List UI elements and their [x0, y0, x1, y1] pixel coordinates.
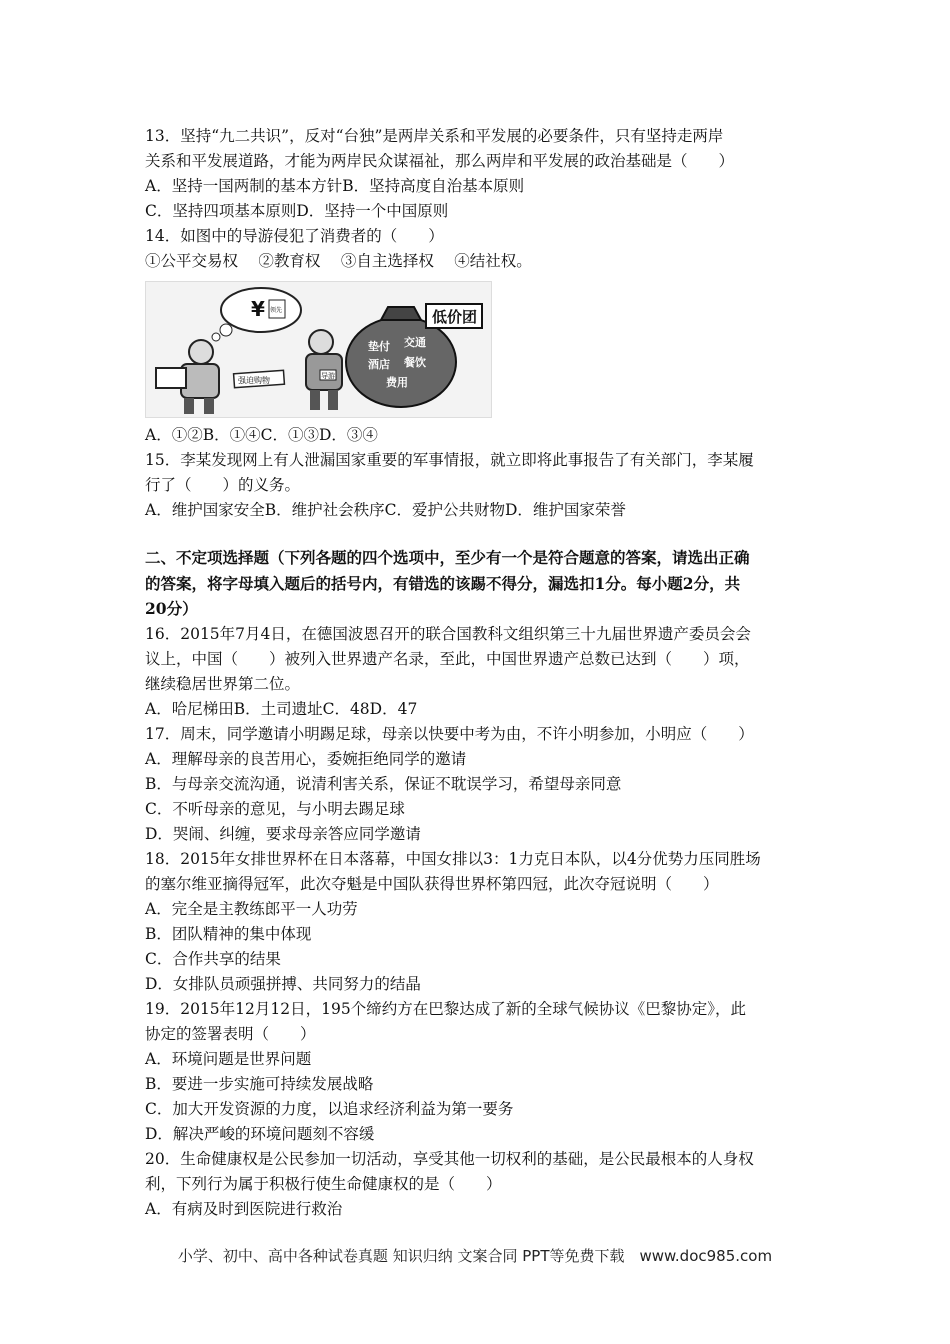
q20-option-a: A．有病及时到医院进行救治: [145, 1200, 343, 1218]
q17-option-c: C．不听母亲的意见，与小明去踢足球: [145, 800, 405, 818]
q18-option-c: C．合作共享的结果: [145, 950, 281, 968]
q18-option-d: D．女排队员顽强拼搏、共同努力的结晶: [145, 975, 421, 993]
q17-stem: 17．周末，同学邀请小明踢足球，母亲以快要中考为由，不许小明参加，小明应（ ）: [145, 725, 754, 743]
q15-options: A．维护国家安全B．维护社会秩序C．爱护公共财物D．维护国家荣誉: [145, 501, 626, 519]
page-footer: 小学、初中、高中各种试卷真题 知识归纳 文案合同 PPT等免费下载 www.doc985.com: [177, 1247, 773, 1265]
bag-text-5: 费用: [386, 376, 408, 389]
q19-stem-line2: 协定的签署表明（ ）: [145, 1025, 316, 1043]
q19-stem-line1: 19．2015年12月12日，195个缔约方在巴黎达成了新的全球气候协议《巴黎协定》，此: [145, 1000, 746, 1018]
thought-dot-1: [212, 333, 220, 341]
q19-option-c: C．加大开发资源的力度，以追求经济利益为第一要务: [145, 1100, 514, 1118]
tour-sign-label: 低价团: [432, 308, 478, 326]
q16-options: A．哈尼梯田B．土司遗址C．48D．47: [145, 700, 418, 718]
q13-stem-line1: 13．坚持“九二共识”，反对“台独”是两岸关系和平发展的必要条件，只有坚持走两岸: [145, 127, 724, 145]
q16-stem-line3: 继续稳居世界第二位。: [145, 675, 301, 693]
yuan-symbol: ¥: [251, 297, 265, 321]
q18-stem-line1: 18．2015年女排世界杯在日本落幕，中国女排以3：1力克日本队，以4分优势力压同胜场: [145, 850, 761, 868]
q14-cartoon-figure: [145, 281, 492, 418]
bag-text-3: 酒店: [368, 358, 390, 371]
q20-stem-line2: 利，下列行为属于积极行使生命健康权的是（ ）: [145, 1175, 502, 1193]
thought-dot-2: [220, 324, 232, 336]
section2-heading-line3: 20分）: [145, 599, 198, 618]
q13-options-ab: A．坚持一国两制的基本方针B．坚持高度自治基本原则: [145, 177, 525, 195]
paper-label: 强迫购物: [238, 376, 270, 385]
q19-option-a: A．环境问题是世界问题: [145, 1050, 312, 1068]
q17-option-b: B．与母亲交流沟通，说清利害关系，保证不耽误学习，希望母亲同意: [145, 775, 622, 793]
q15-stem-line1: 15．李某发现网上有人泄漏国家重要的军事情报，就立即将此事报告了有关部门，李某履: [145, 451, 754, 469]
q15-stem-line2: 行了（ ）的义务。: [145, 476, 301, 494]
q19-option-d: D．解决严峻的环境问题刻不容缓: [145, 1125, 375, 1143]
money-bag: [346, 317, 456, 407]
section2-heading-line2: 的答案，将字母填入题后的括号内，有错选的该踢不得分，漏选扣1分。每小题2分，共: [145, 574, 741, 593]
coupon-label: 领先: [270, 307, 283, 314]
section2-heading-line1: 二、不定项选择题（下列各题的四个选项中，至少有一个是符合题意的答案，请选出正确: [145, 548, 750, 567]
q19-option-b: B．要进一步实施可持续发展战略: [145, 1075, 374, 1093]
q14-options: A．①②B．①④C．①③D．③④: [145, 426, 378, 444]
q16-stem-line2: 议上，中国（ ）被列入世界遗产名录，至此，中国世界遗产总数已达到（ ）项，: [145, 650, 750, 668]
q13-stem-line2: 关系和平发展道路，才能为两岸民众谋福祉，那么两岸和平发展的政治基础是（ ）: [145, 152, 735, 170]
q17-option-d: D．哭闹、纠缠，要求母亲答应同学邀请: [145, 825, 421, 843]
bag-text-2: 交通: [404, 336, 426, 349]
q18-option-a: A．完全是主教练郎平一人功劳: [145, 900, 358, 918]
bag-text-1: 垫付: [368, 340, 390, 353]
q16-stem-line1: 16．2015年7月4日，在德国波恩召开的联合国教科文组织第三十九届世界遗产委员会会: [145, 625, 751, 643]
q14-stem: 14．如图中的导游侵犯了消费者的（ ）: [145, 227, 444, 245]
q13-options-cd: C．坚持四项基本原则D．坚持一个中国原则: [145, 202, 449, 220]
q20-stem-line1: 20．生命健康权是公民参加一切活动，享受其他一切权利的基础，是公民最根本的人身权: [145, 1150, 754, 1168]
guide-label: 导游: [321, 372, 335, 380]
q14-items: ①公平交易权 ②教育权 ③自主选择权 ④结社权。: [145, 252, 532, 270]
bag-text-4: 餐饮: [404, 356, 426, 369]
cartoon-illustration: [146, 282, 491, 417]
bag-neck: [381, 307, 421, 320]
q17-option-a: A．理解母亲的良苦用心，委婉拒绝同学的邀请: [145, 750, 467, 768]
q18-stem-line2: 的塞尔维亚摘得冠军，此次夺魁是中国队获得世界杯第四冠，此次夺冠说明（ ）: [145, 875, 719, 893]
q18-option-b: B．团队精神的集中体现: [145, 925, 312, 943]
